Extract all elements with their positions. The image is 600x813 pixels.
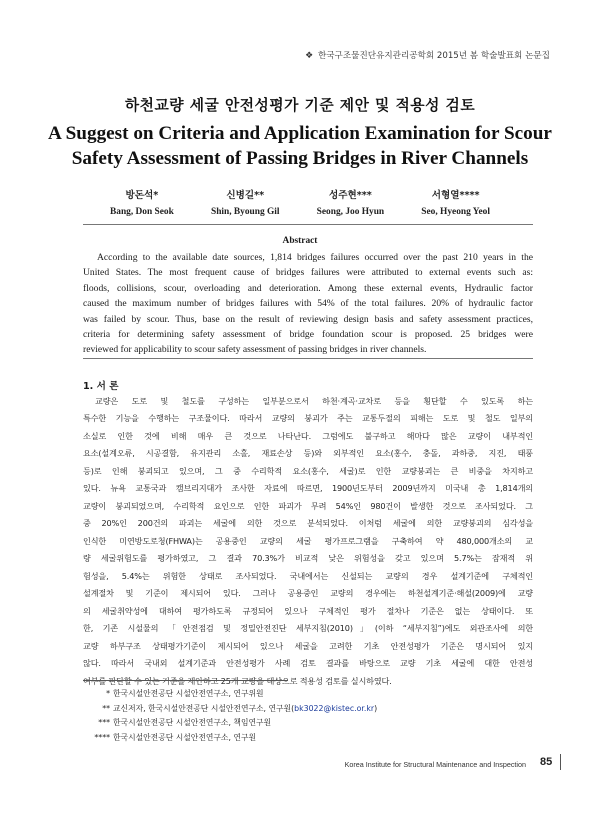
footer-institute: Korea Institute for Structural Maintenance and Inspection [344,760,526,769]
author [211,187,280,217]
english-title-line-2: Safety Assessment of Passing Bridges in River Channels [71,148,529,169]
running-header [305,49,550,61]
author-list [110,187,490,217]
abstract-heading: Abstract [282,236,318,246]
footnote [83,703,377,714]
section-body [83,393,533,690]
footnote [83,717,271,728]
page-number-divider [560,754,561,770]
body-line: 험성을, 5.4%는 위험한 상태로 조사되었다. 국내에서는 신설되는 교량의 경우 설계기준에 구체적인 [83,570,533,581]
footnote-mark: *** [98,718,110,727]
author-english-name: Seo, Hyeong Yeol [421,207,490,217]
body-line: 교량은 도로 및 철도를 구성하는 일부분으로서 하천·계곡·교차로 등을 횡단할 수 있도록 하는 [95,396,533,406]
footnote-text: 한국시설안전공단 시설안전연구소, 연구원 [113,733,257,742]
author [317,187,384,217]
footnote-text-end: ) [374,704,378,713]
footnote-text: 한국시설안전공단 시설안전연구소, 책임연구원 [113,718,272,727]
body-line: 교량이 붕괴되었으며, 수리학적 요인으로 인한 파괴가 무려 54%인 980건이 발생한 것으로 조사되었다. 그 [83,500,533,511]
running-header-text: 한국구조물진단유지관리공학회 2015년 봄 학술발표회 논문집 [317,51,550,61]
footnote [83,688,264,699]
body-line: 의 세굴취약성에 대하여 평가하도록 규정되어 있으나 구체적인 평가 절차나 기준은 없는 상태이다. 또 [83,605,533,616]
author-english-name: Bang, Don Seok [110,207,174,217]
abstract-line: floods, collisions, scour, overloading and deterioration. Among these external events, Hydraulic factor [83,282,533,294]
body-line: 량 세굴위험도를 평가하였고, 그 결과 70.3%가 비교적 낮은 위험성을 갖고 있으며 5.7%는 잠재적 위 [83,553,533,564]
abstract-line: United States. The most frequent cause of bridges failures were attributed to external events such as: [83,267,533,279]
footnote-text: 교신저자, 한국시설안전공단 시설안전연구소, 연구원( [113,704,295,713]
footnote-text: 한국시설안전공단 시설안전연구소, 연구위원 [113,689,264,698]
footnote-mark: ** [102,704,110,713]
author-korean-name: 성주현*** [328,190,372,201]
diamond-bullet-icon: ❖ [305,51,314,61]
abstract-line: was failed by scour. Thus, base on the result of reviewing design basis and safety assessment practices, [83,313,533,325]
footnote-rule [83,680,288,681]
author-korean-name: 서형열**** [431,190,480,201]
author-korean-name: 신병길** [226,190,265,201]
abstract-line: caused the maximum number of bridges failures with 54% of the total failures. 20% of hydraulic factor [83,298,533,310]
author-korean-name: 방돈석* [125,190,159,201]
footnote-mark: * [106,689,110,698]
abstract-top-rule [83,224,533,225]
abstract-bottom-rule [83,358,533,359]
abstract-body [83,250,533,358]
author-english-name: Seong, Joo Hyun [316,207,385,217]
body-line: 않다. 따라서 국내외 설계기준과 안전성평가 사례 검토 결과를 바탕으로 교량 기초 세굴에 대한 안전성 [83,658,533,669]
email-link[interactable]: bk3022@kistec.or.kr [294,704,375,713]
body-line: 교량 하부구조 상태평가기준이 제시되어 있으나 세굴을 고려한 기초 안전성평가 기준은 명시되어 있지 [83,640,533,651]
korean-title: 하천교량 세굴 안전성평가 기준 제안 및 적용성 검토 [124,97,476,114]
english-title-line-1: A Suggest on Criteria and Application Examination for Scour [48,123,552,144]
page-number: 85 [540,756,553,768]
body-line: 한, 기존 시설물의 「안전점검 및 정밀안전진단 세부지침(2010)」(이하 “세부지침”)에도 외관조사에 의한 [83,623,533,634]
body-line: 중 20%인 200건의 파괴는 세굴에 의한 것으로 분석되었다. 이처럼 세굴에 의한 교량붕괴의 심각성을 [83,518,533,529]
body-line: 인식한 미연방도로청(FHWA)는 공용중인 교량의 세굴 평가프로그램을 구축하여 약 480,000개소의 교 [83,535,533,546]
abstract-line: According to the available date sources, 1,814 bridges failures occurred over the past 210 years in the [97,252,533,263]
footnote [83,732,256,743]
body-line: 있다. 뉴욕 교통국과 캠브리지대가 조사한 자료에 따르면, 1900년도부터 2009년까지 미국내 총 1,814개의 [83,483,533,494]
author-english-name: Shin, Byoung Gil [210,207,280,217]
footnote-mark: **** [94,733,110,742]
abstract-line: reviewed for applicability to scour safety assessment of passing bridges in river channels. [83,344,427,356]
author [421,187,490,217]
section-heading: 1. 서 론 [83,381,119,392]
abstract-line: criteria for determining safety assessment of bridge foundation scour is proposed. 25 bridges were [83,328,533,340]
body-line: 여부를 판단할 수 있는 기준을 제안하고 25개 교량을 대상으로 적용성 검토를 실시하였다. [83,675,392,686]
body-line: 설계절차 및 기준이 제시되어 있다. 그러나 공용중인 교량의 경우에는 하천설계기준·해설(2009)에 교량 [83,588,533,599]
author [110,187,174,217]
body-line: 소실로 인한 것에 비해 매우 큰 것으로 나타난다. 그럼에도 불구하고 해마다 많은 교량이 내부적인 [83,430,533,441]
body-line: 등)로 인해 붕괴되고 있으며, 그 중 수리학적 요소(홍수, 세굴)로 인한 교량붕괴는 큰 비중을 차지하고 [83,465,533,476]
body-line: 요소(설계오류, 시공결함, 유지관리 소홀, 재료손상 등)와 외부적인 요소(홍수, 충돌, 과하중, 지진, 태풍 [83,448,533,459]
body-line: 특수한 기능을 수행하는 구조물이다. 따라서 교량의 붕괴가 주는 교통두절의 피해는 도로 및 철도 일부의 [83,413,533,424]
